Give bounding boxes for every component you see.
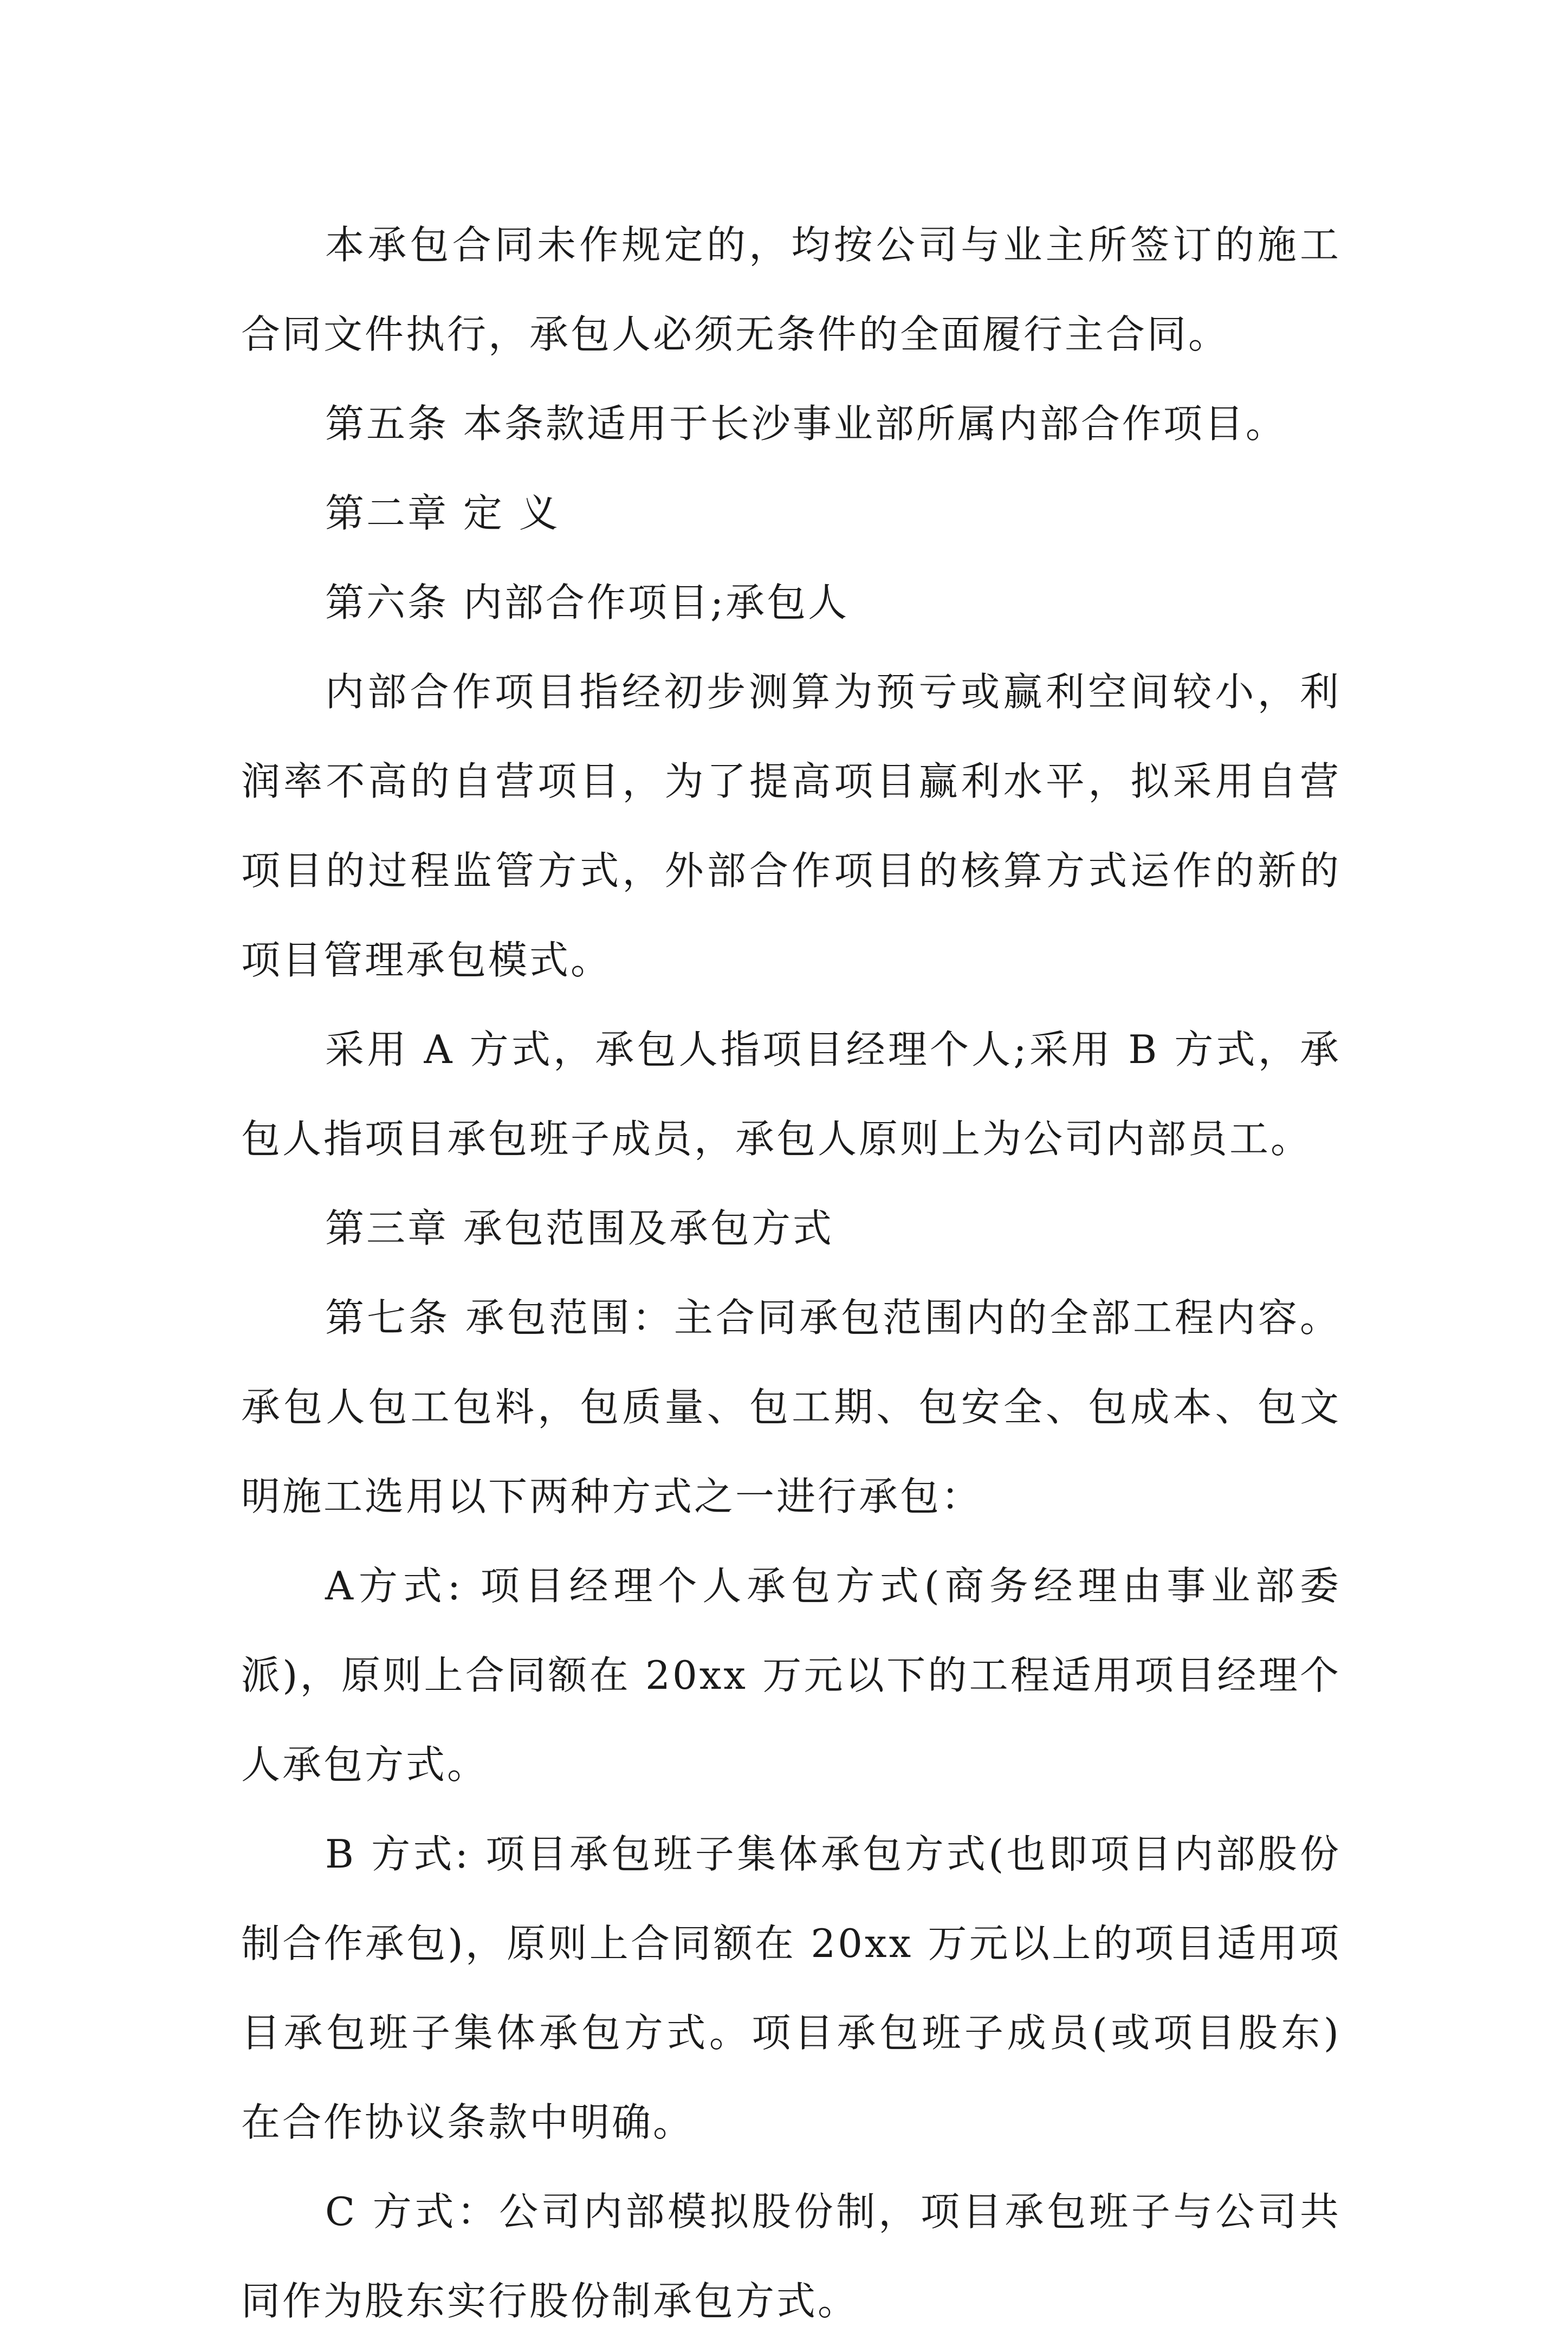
paragraph-method-a: A方式: 项目经理个人承包方式(商务经理由事业部委派)，原则上合同额在 20xx 万元以下的工程适用项目经理个人承包方式。 bbox=[241, 1563, 1341, 1787]
paragraph-method-b: B 方式: 项目承包班子集体承包方式(也即项目内部股份制合作承包)，原则上合同额在 20xx 万元以上的项目适用项目承包班子集体承包方式。项目承包班子成员(或项目股东)在合作协议条款中明确。 bbox=[241, 1831, 1341, 2145]
article-7-scope: 第七条 承包范围：主合同承包范围内的全部工程内容。承包人包工包料，包质量、包工期、包安全、包成本、包文明施工选用以下两种方式之一进行承包： bbox=[241, 1295, 1341, 1519]
paragraph-contract-reference: 本承包合同未作规定的，均按公司与业主所签订的施工合同文件执行，承包人必须无条件的全面履行主合同。 bbox=[241, 222, 1341, 357]
chapter-2-heading: 第二章 定 义 bbox=[325, 490, 560, 536]
paragraph-contractor-definition: 采用 A 方式，承包人指项目经理个人;采用 B 方式，承包人指项目承包班子成员，承包人原则上为公司内部员工。 bbox=[241, 1027, 1341, 1162]
paragraph-method-c: C 方式：公司内部模拟股份制，项目承包班子与公司共同作为股东实行股份制承包方式。 bbox=[241, 2189, 1341, 2324]
document-body bbox=[241, 200, 1341, 2346]
chapter-3-heading: 第三章 承包范围及承包方式 bbox=[325, 1206, 834, 1251]
article-6: 第六条 内部合作项目;承包人 bbox=[325, 580, 850, 625]
article-5: 第五条 本条款适用于长沙事业部所属内部合作项目。 bbox=[325, 401, 1287, 446]
paragraph-internal-project-definition: 内部合作项目指经初步测算为预亏或赢利空间较小，利润率不高的自营项目，为了提高项目赢利水平，拟采用自营项目的过程监管方式，外部合作项目的核算方式运作的新的项目管理承包模式。 bbox=[241, 669, 1341, 983]
